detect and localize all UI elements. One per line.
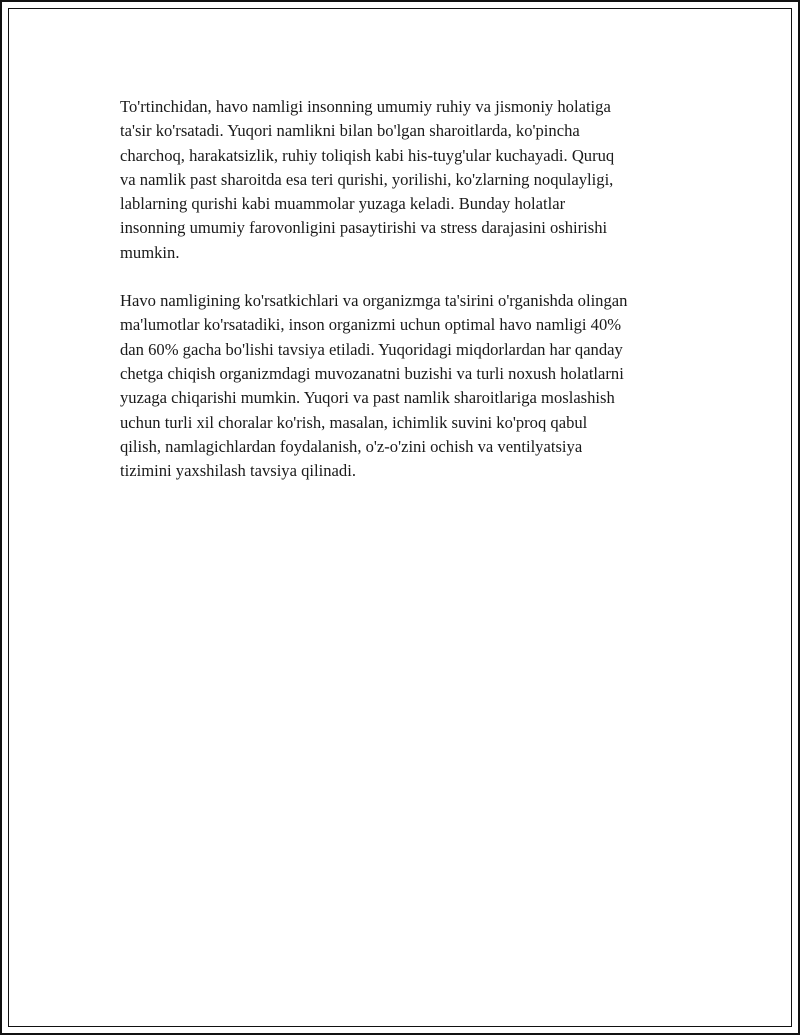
text-line: uchun turli xil choralar ko'rish, masalan, ichimlik suvini ko'proq qabul (120, 412, 588, 432)
paragraph-1 (120, 95, 692, 265)
text-line: yuzaga chiqarishi mumkin. Yuqori va past namlik sharoitlariga moslashish (120, 388, 615, 408)
text-line: ma'lumotlar ko'rsatadiki, inson organizmi uchun optimal havo namligi 40% (120, 315, 622, 335)
text-line: qilish, namlagichlardan foydalanish, o'z-o'zini ochish va ventilyatsiya (120, 436, 583, 456)
text-line: insonning umumiy farovonligini pasaytirishi va stress darajasini oshirishi (120, 218, 608, 238)
text-line: chetga chiqish organizmdagi muvozanatni buzishi va turli noxush holatlarni (120, 363, 624, 383)
text-line: va namlik past sharoitda esa teri qurishi, yorilishi, ko'zlarning noqulayligi, (120, 169, 614, 189)
text-line: To'rtinchidan, havo namligi insonning umumiy ruhiy va jismoniy holatiga (120, 97, 611, 116)
text-line: dan 60% gacha bo'lishi tavsiya etiladi. Yuqoridagi miqdorlardan har qanday (120, 339, 623, 359)
document-body (120, 95, 692, 507)
text-line: charchoq, harakatsizlik, ruhiy toliqish kabi his-tuyg'ular kuchayadi. Quruq (120, 145, 615, 165)
text-line: tizimini yaxshilash tavsiya qilinadi. (120, 461, 356, 481)
text-line: mumkin. (120, 242, 180, 262)
text-line: ta'sir ko'rsatadi. Yuqori namlikni bilan bo'lgan sharoitlarda, ko'pincha (120, 121, 580, 141)
paragraph-2 (120, 289, 692, 483)
text-line: lablarning qurishi kabi muammolar yuzaga keladi. Bunday holatlar (120, 194, 566, 214)
text-line: Havo namligining ko'rsatkichlari va organizmga ta'sirini o'rganishda olingan (120, 291, 628, 311)
